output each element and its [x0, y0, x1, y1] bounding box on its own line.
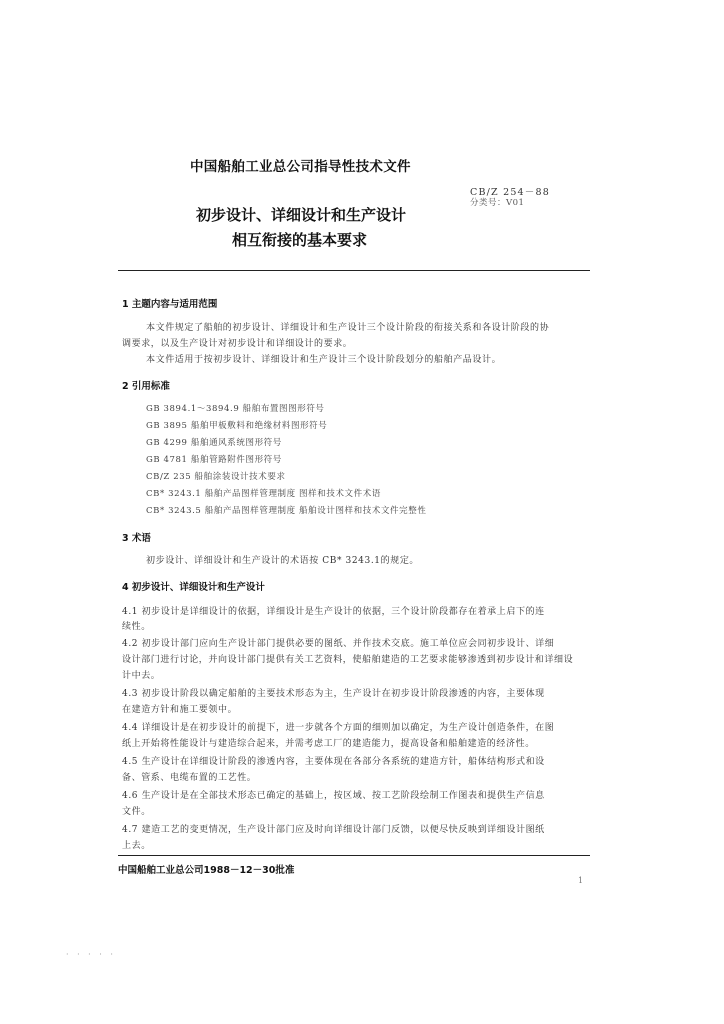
document-title-line-1: 初步设计、详细设计和生产设计	[196, 206, 407, 224]
reference-standard: GB 4781 船舶管路附件图形符号	[146, 455, 282, 465]
section-1-line: 调要求，以及生产设计对初步设计和详细设计的要求。	[122, 339, 353, 349]
standard-code: CB/Z 254－88	[470, 187, 550, 198]
reference-standard: CB/Z 235 船舶涂装设计技术要求	[146, 472, 286, 482]
clause-4-1: 4.1 初步设计是详细设计的依据，详细设计是生产设计的依据，三个设计阶段都存在着承上启下的连	[122, 607, 545, 617]
clause-4-3-cont: 在建造方针和施工要领中。	[122, 705, 238, 715]
section-1-heading: 1 主题内容与适用范围	[122, 299, 218, 310]
clause-4-1-cont: 续性。	[122, 622, 151, 632]
clause-4-2-cont: 设计部门进行讨论，并向设计部门提供有关工艺资料，使船舶建造的工艺要求能够渗透到初步设计和详细设	[122, 655, 574, 665]
clause-4-2: 4.2 初步设计部门应向生产设计部门提供必要的图纸、并作技术交底。施工单位应会同初步设计、详细	[122, 639, 555, 649]
clause-4-6-cont: 文件。	[122, 807, 151, 817]
reference-standard: CB* 3243.1 船舶产品图样管理制度 图样和技术文件术语	[146, 489, 381, 499]
reference-standard: GB 3894.1～3894.9 船舶布置图图形符号	[146, 404, 325, 414]
clause-4-7-cont: 上去。	[122, 841, 151, 851]
scan-artifact-dots: · · · · ·	[66, 950, 116, 959]
reference-standard: GB 3895 船舶甲板敷料和绝缘材料图形符号	[146, 421, 328, 431]
reference-standard: CB* 3243.5 船舶产品图样管理制度 船舶设计图样和技术文件完整性	[146, 506, 427, 516]
reference-standard: GB 4299 船舶通风系统图形符号	[146, 438, 282, 448]
clause-4-3: 4.3 初步设计阶段以确定船舶的主要技术形态为主，生产设计在初步设计阶段渗透的内容，主要体现	[122, 689, 545, 699]
section-1-line: 本文件规定了船舶的初步设计、详细设计和生产设计三个设计阶段的衔接关系和各设计阶段的协	[146, 323, 550, 333]
section-1-line: 本文件适用于按初步设计、详细设计和生产设计三个设计阶段划分的船舶产品设计。	[146, 355, 502, 365]
title-divider	[118, 270, 590, 271]
clause-4-2-cont: 计中去。	[122, 671, 161, 681]
clause-4-6: 4.6 生产设计是在全部技术形态已确定的基础上，按区域、按工艺阶段绘制工作图表和提供生产信息	[122, 791, 545, 801]
document-title-line-2: 相互衔接的基本要求	[232, 231, 368, 249]
clause-4-7: 4.7 建造工艺的变更情况，生产设计部门应及时向详细设计部门反馈，以便尽快反映到详细设计图纸	[122, 825, 545, 835]
section-2-heading: 2 引用标准	[122, 381, 170, 392]
classification-number: 分类号：V01	[470, 198, 525, 208]
section-3-heading: 3 术语	[122, 533, 151, 544]
page-number: 1	[578, 876, 584, 885]
clause-4-5: 4.5 生产设计在详细设计阶段的渗透内容，主要体现在各部分各系统的建造方针，船体结构形式和设	[122, 757, 545, 767]
clause-4-4: 4.4 详细设计是在初步设计的前提下，进一步就各个方面的细则加以确定，为生产设计创造条件，在图	[122, 723, 555, 733]
section-3-line: 初步设计、详细设计和生产设计的术语按 CB* 3243.1的规定。	[146, 556, 420, 566]
section-4-heading: 4 初步设计、详细设计和生产设计	[122, 582, 265, 593]
footer-divider	[118, 855, 590, 856]
approval-date: 中国船舶工业总公司1988－12－30批准	[118, 865, 295, 876]
clause-4-4-cont: 纸上开始将性能设计与建造综合起来，并需考虑工厂的建造能力，提高设备和船舶建造的经济性。	[122, 739, 535, 749]
issuing-organization: 中国船舶工业总公司指导性技术文件	[190, 159, 411, 175]
clause-4-5-cont: 备、管系、电缆布置的工艺性。	[122, 773, 257, 783]
